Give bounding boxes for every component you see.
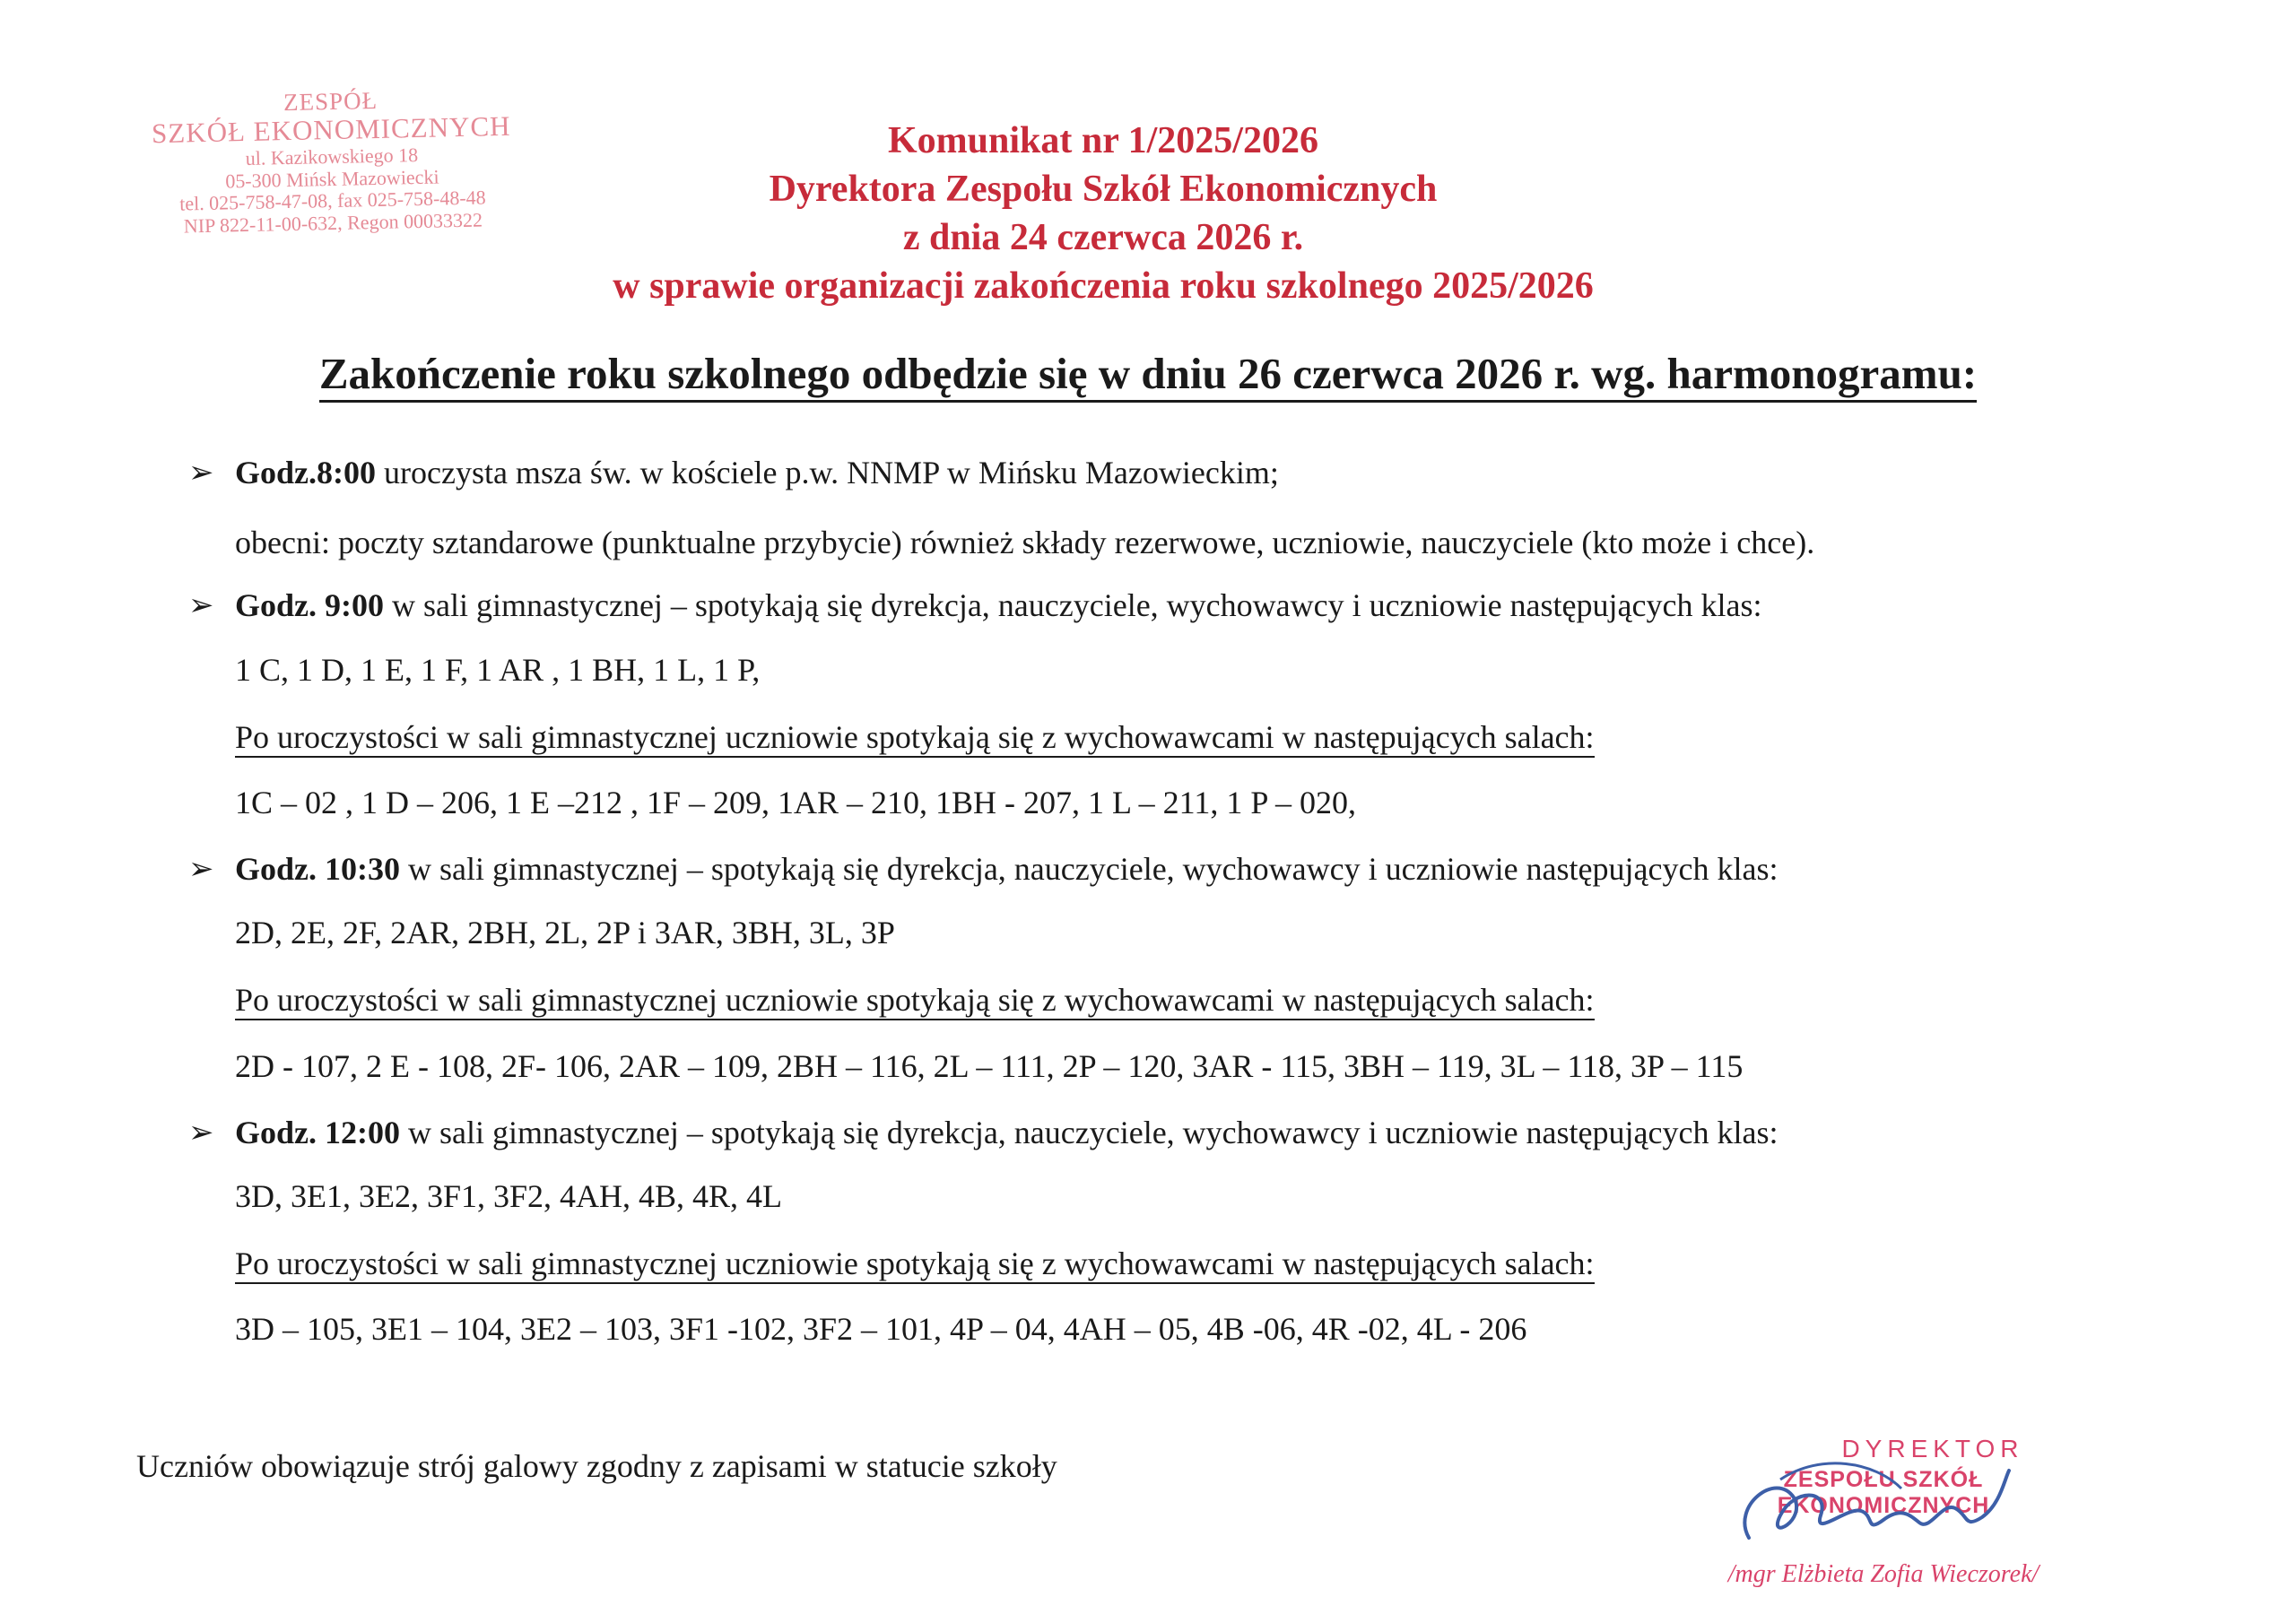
item-text: uroczysta msza św. w kościele p.w. NNMP w Mińsku Mazowieckim; — [376, 455, 1279, 490]
after-ceremony-text: Po uroczystości w sali gimnastycznej uczniowie spotykają się z wychowawcami w następujących salach: — [235, 719, 1595, 758]
time-label: Godz. 12:00 — [235, 1115, 400, 1150]
time-label: Godz.8:00 — [235, 455, 376, 490]
stamp-line: tel. 025-758-47-08, fax 025-758-48-48 — [178, 186, 486, 215]
after-ceremony-note — [235, 1245, 1595, 1282]
stamp-line: 05-300 Mińsk Mazowiecki — [225, 165, 439, 193]
schedule-item — [235, 850, 1778, 888]
schedule-item — [235, 1114, 1778, 1151]
header-line: Dyrektora Zespołu Szkół Ekonomicznych — [769, 169, 1438, 210]
item-text: obecni: poczty sztandarowe (punktualne przybycie) również składy rezerwowe, uczniowie, nauczyciele (kto może i chce). — [235, 525, 1815, 560]
school-stamp — [133, 83, 530, 239]
arrow-bullet-icon: ➢ — [188, 853, 214, 886]
room-list: 1C – 02 , 1 D – 206, 1 E –212 , 1F – 209, 1AR – 210, 1BH - 207, 1 L – 211, 1 P – 020, — [235, 785, 1357, 820]
director-signature-stamp — [1686, 1435, 2081, 1589]
class-list: 1 C, 1 D, 1 E, 1 F, 1 AR , 1 BH, 1 L, 1 P, — [235, 652, 761, 688]
time-label: Godz. 10:30 — [235, 851, 400, 887]
item-text: w sali gimnastycznej – spotykają się dyrekcja, nauczyciele, wychowawcy i uczniowie następujących klas: — [400, 1115, 1779, 1150]
time-label: Godz. 9:00 — [235, 587, 384, 623]
headline — [0, 348, 2296, 399]
room-list: 3D – 105, 3E1 – 104, 3E2 – 103, 3F1 -102, 3F2 – 101, 4P – 04, 4AH – 05, 4B -06, 4R -02, 4L - 206 — [235, 1311, 1527, 1347]
arrow-bullet-icon: ➢ — [188, 1116, 214, 1150]
header-line: z dnia 24 czerwca 2026 r. — [902, 217, 1304, 258]
after-ceremony-note — [235, 718, 1595, 756]
handwritten-signature-icon — [1695, 1453, 2072, 1560]
after-ceremony-text: Po uroczystości w sali gimnastycznej uczniowie spotykają się z wychowawcami w następujących salach: — [235, 982, 1595, 1020]
arrow-bullet-icon: ➢ — [188, 456, 214, 490]
stamp-line: SZKÓŁ EKONOMICZNYCH — [151, 110, 511, 150]
signature-role: DYREKTOR — [1841, 1435, 2024, 1462]
after-ceremony-text: Po uroczystości w sali gimnastycznej uczniowie spotykają się z wychowawcami w następujących salach: — [235, 1245, 1595, 1284]
stamp-line: ul. Kazikowskiego 18 — [245, 143, 419, 169]
header-line: w sprawie organizacji zakończenia roku szkolnego 2025/2026 — [613, 265, 1594, 307]
header-line: Komunikat nr 1/2025/2026 — [888, 120, 1318, 161]
stamp-line: NIP 822-11-00-632, Regon 00033322 — [183, 208, 483, 238]
signature-org: ZESPOŁU SZKÓŁ EKONOMICZNYCH — [1777, 1467, 1990, 1518]
document-header — [502, 117, 1704, 310]
class-list: 3D, 3E1, 3E2, 3F1, 3F2, 4AH, 4B, 4R, 4L — [235, 1178, 783, 1214]
after-ceremony-note — [235, 981, 1595, 1019]
headline-text: Zakończenie roku szkolnego odbędzie się w dniu 26 czerwca 2026 r. wg. harmonogramu: — [319, 349, 1977, 403]
signature-name: /mgr Elżbieta Zofia Wieczorek/ — [1727, 1560, 2039, 1588]
arrow-bullet-icon: ➢ — [188, 589, 214, 622]
item-text: w sali gimnastycznej – spotykają się dyrekcja, nauczyciele, wychowawcy i uczniowie następujących klas: — [384, 587, 1762, 623]
item-text: w sali gimnastycznej – spotykają się dyrekcja, nauczyciele, wychowawcy i uczniowie następujących klas: — [400, 851, 1779, 887]
schedule-item — [235, 454, 1279, 491]
schedule-item — [235, 586, 1761, 624]
stamp-line: ZESPÓŁ — [283, 86, 378, 117]
dress-code-note: Uczniów obowiązuje strój galowy zgodny z zapisami w statucie szkoły — [136, 1448, 1057, 1484]
class-list: 2D, 2E, 2F, 2AR, 2BH, 2L, 2P i 3AR, 3BH, 3L, 3P — [235, 915, 895, 950]
room-list: 2D - 107, 2 E - 108, 2F- 106, 2AR – 109, 2BH – 116, 2L – 111, 2P – 120, 3AR - 115, 3BH – 119, 3L – 118, 3P – 115 — [235, 1048, 1744, 1084]
